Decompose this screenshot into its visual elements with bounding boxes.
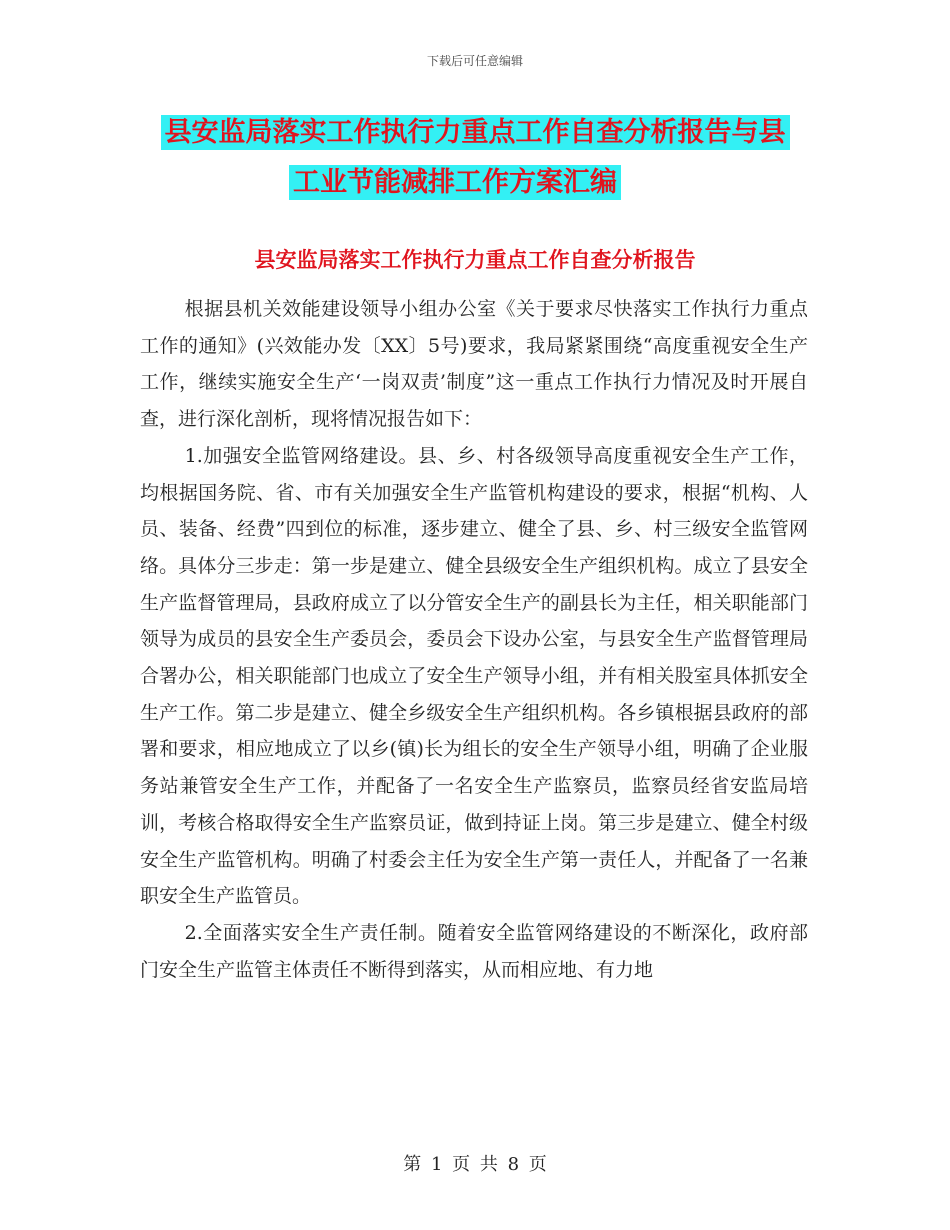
header-note: 下载后可任意编辑 xyxy=(426,54,523,68)
paragraph-item-1: 1.加强安全监管网络建设。县、乡、村各级领导高度重视安全生产工作，均根据国务院、省、市有关加强安全生产监管机构建设的要求，根据“机构、人员、装备、经费”四到位的标准，逐步建立、健全了县、乡、村三级安全监管网络。具体分三步走：第一步是建立、健全县级安全生产组织机构。成立了县安全生产监督管理局，县政府成立了以分管安全生产的副县长为主任，相关职能部门领导为成员的县安全生产委员会，委员会下设办公室，与县安全生产监督管理局合署办公，相关职能部门也成立了安全生产领导小组，并有相关股室具体抓安全生产工作。第二步是建立、健全乡级安全生产组织机构。各乡镇根据县政府的部署和要求，相应地成立了以乡(镇)长为组长的安全生产领导小组，明确了企业服务站兼管安全生产工作，并配备了一名安全生产监察员，监察员经省安监局培训，考核合格取得安全生产监察员证，做到持证上岗。第三步是建立、健全村级安全生产监管机构。明确了村委会主任为安全生产第一责任人，并配备了一名兼职安全生产监管员。 xyxy=(140,444,808,908)
main-title-line-2: 工业节能减排工作方案汇编 xyxy=(289,165,621,200)
document-main-title xyxy=(0,108,950,208)
document-body xyxy=(140,291,808,988)
section-title: 县安监局落实工作执行力重点工作自查分析报告 xyxy=(254,247,696,272)
paragraph-item-2: 2.全面落实安全生产责任制。随着安全监管网络建设的不断深化，政府部门安全生产监管主体责任不断得到落实，从而相应地、有力地 xyxy=(140,921,808,981)
page-footer: 第 1 页 共 8 页 xyxy=(403,1154,547,1175)
paragraph-intro: 根据县机关效能建设领导小组办公室《关于要求尽快落实工作执行力重点工作的通知》(兴效能办发〔XX〕5号)要求，我局紧紧围绕“高度重视安全生产工作，继续实施安全生产‘一岗双责’制度”这一重点工作执行力情况及时开展自查，进行深化剖析，现将情况报告如下： xyxy=(140,298,808,431)
main-title-line-1: 县安监局落实工作执行力重点工作自查分析报告与县 xyxy=(161,115,790,150)
